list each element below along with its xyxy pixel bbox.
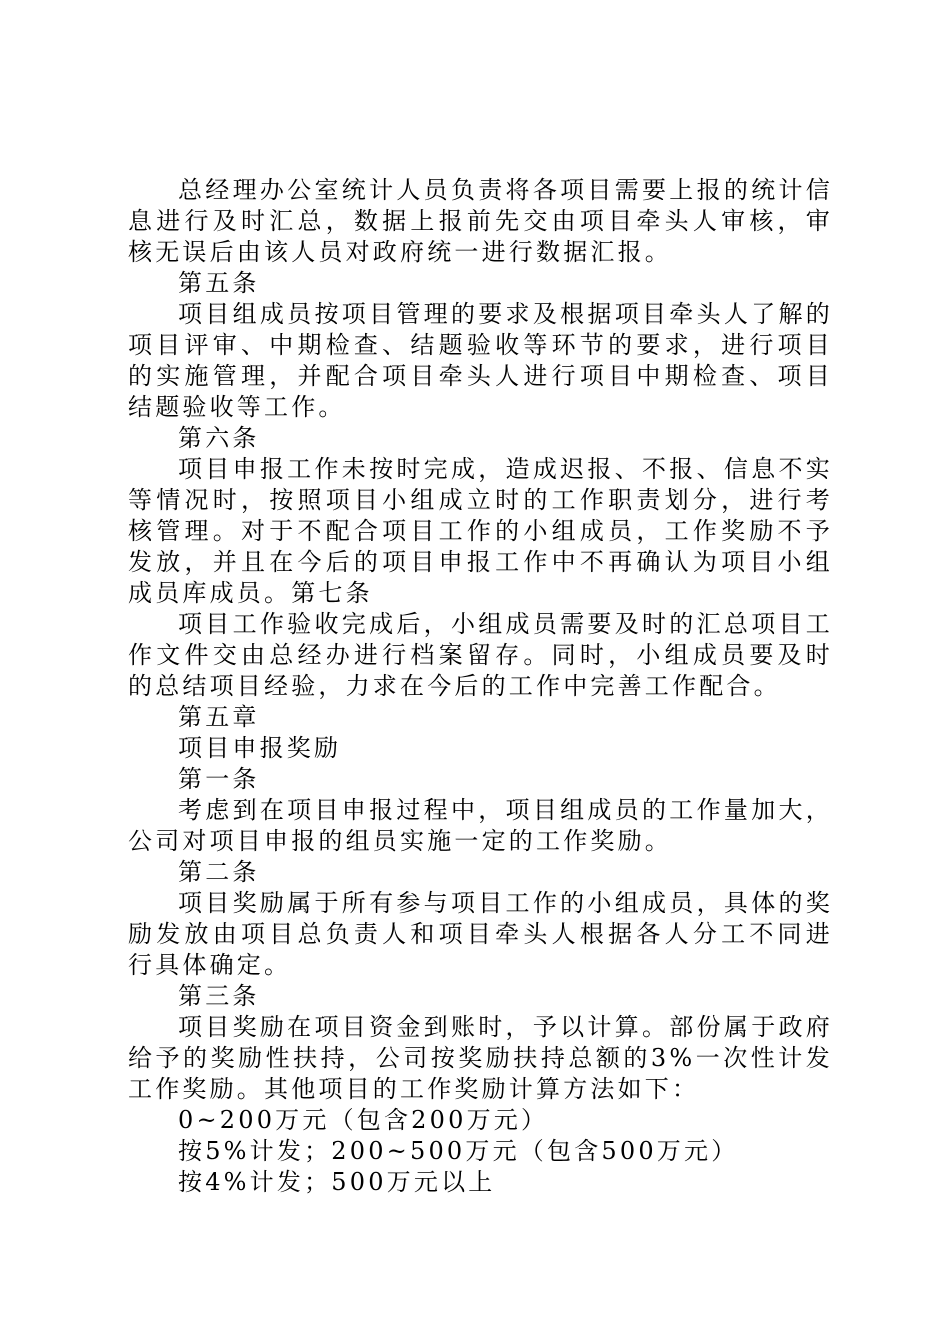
article-heading-3: 第三条 (178, 982, 260, 1010)
article-heading-5: 第五条 (178, 269, 260, 297)
tier-line-3: 按4%计发；500万元以上 (178, 1168, 496, 1196)
paragraph-reward-calculation: 项目奖励在项目资金到账时，予以计算。部份属于政府给予的奖励性扶持，公司按奖励扶持总额的3%一次性计发工作奖励。其他项目的工作奖励计算方法如下： (128, 1013, 833, 1103)
article-heading-2: 第二条 (178, 858, 260, 886)
paragraph-project-management: 项目组成员按项目管理的要求及根据项目牵头人了解的项目评审、中期检查、结题验收等环节的要求，进行项目的实施管理，并配合项目牵头人进行项目中期检查、项目结题验收等工作。 (128, 300, 833, 421)
paragraph-assessment: 项目申报工作未按时完成，造成迟报、不报、信息不实等情况时，按照项目小组成立时的工作职责划分，进行考核管理。对于不配合项目工作的小组成员，工作奖励不予发放，并且在今后的项目申报工作中不再确认为项目小组成员库成员。第七条 (128, 455, 833, 607)
paragraph-reward-distribution: 项目奖励属于所有参与项目工作的小组成员，具体的奖励发放由项目总负责人和项目牵头人根据各人分工不同进行具体确定。 (128, 889, 833, 979)
tier-line-1: 0~200万元（包含200万元） (178, 1106, 549, 1134)
paragraph-statistics-report: 总经理办公室统计人员负责将各项目需要上报的统计信息进行及时汇总，数据上报前先交由项目牵头人审核，审核无误后由该人员对政府统一进行数据汇报。 (128, 176, 833, 266)
paragraph-archiving: 项目工作验收完成后，小组成员需要及时的汇总项目工作文件交由总经办进行档案留存。同时，小组成员要及时的总结项目经验，力求在今后的工作中完善工作配合。 (128, 610, 833, 700)
tier-line-2: 按5%计发；200~500万元（包含500万元） (178, 1137, 739, 1165)
chapter-heading-5: 第五章 (178, 703, 260, 731)
document-page (128, 175, 833, 1198)
article-heading-1: 第一条 (178, 765, 260, 793)
paragraph-reward-reason: 考虑到在项目申报过程中，项目组成员的工作量加大，公司对项目申报的组员实施一定的工作奖励。 (128, 796, 833, 855)
article-heading-6: 第六条 (178, 424, 260, 452)
chapter-title: 项目申报奖励 (178, 734, 342, 762)
